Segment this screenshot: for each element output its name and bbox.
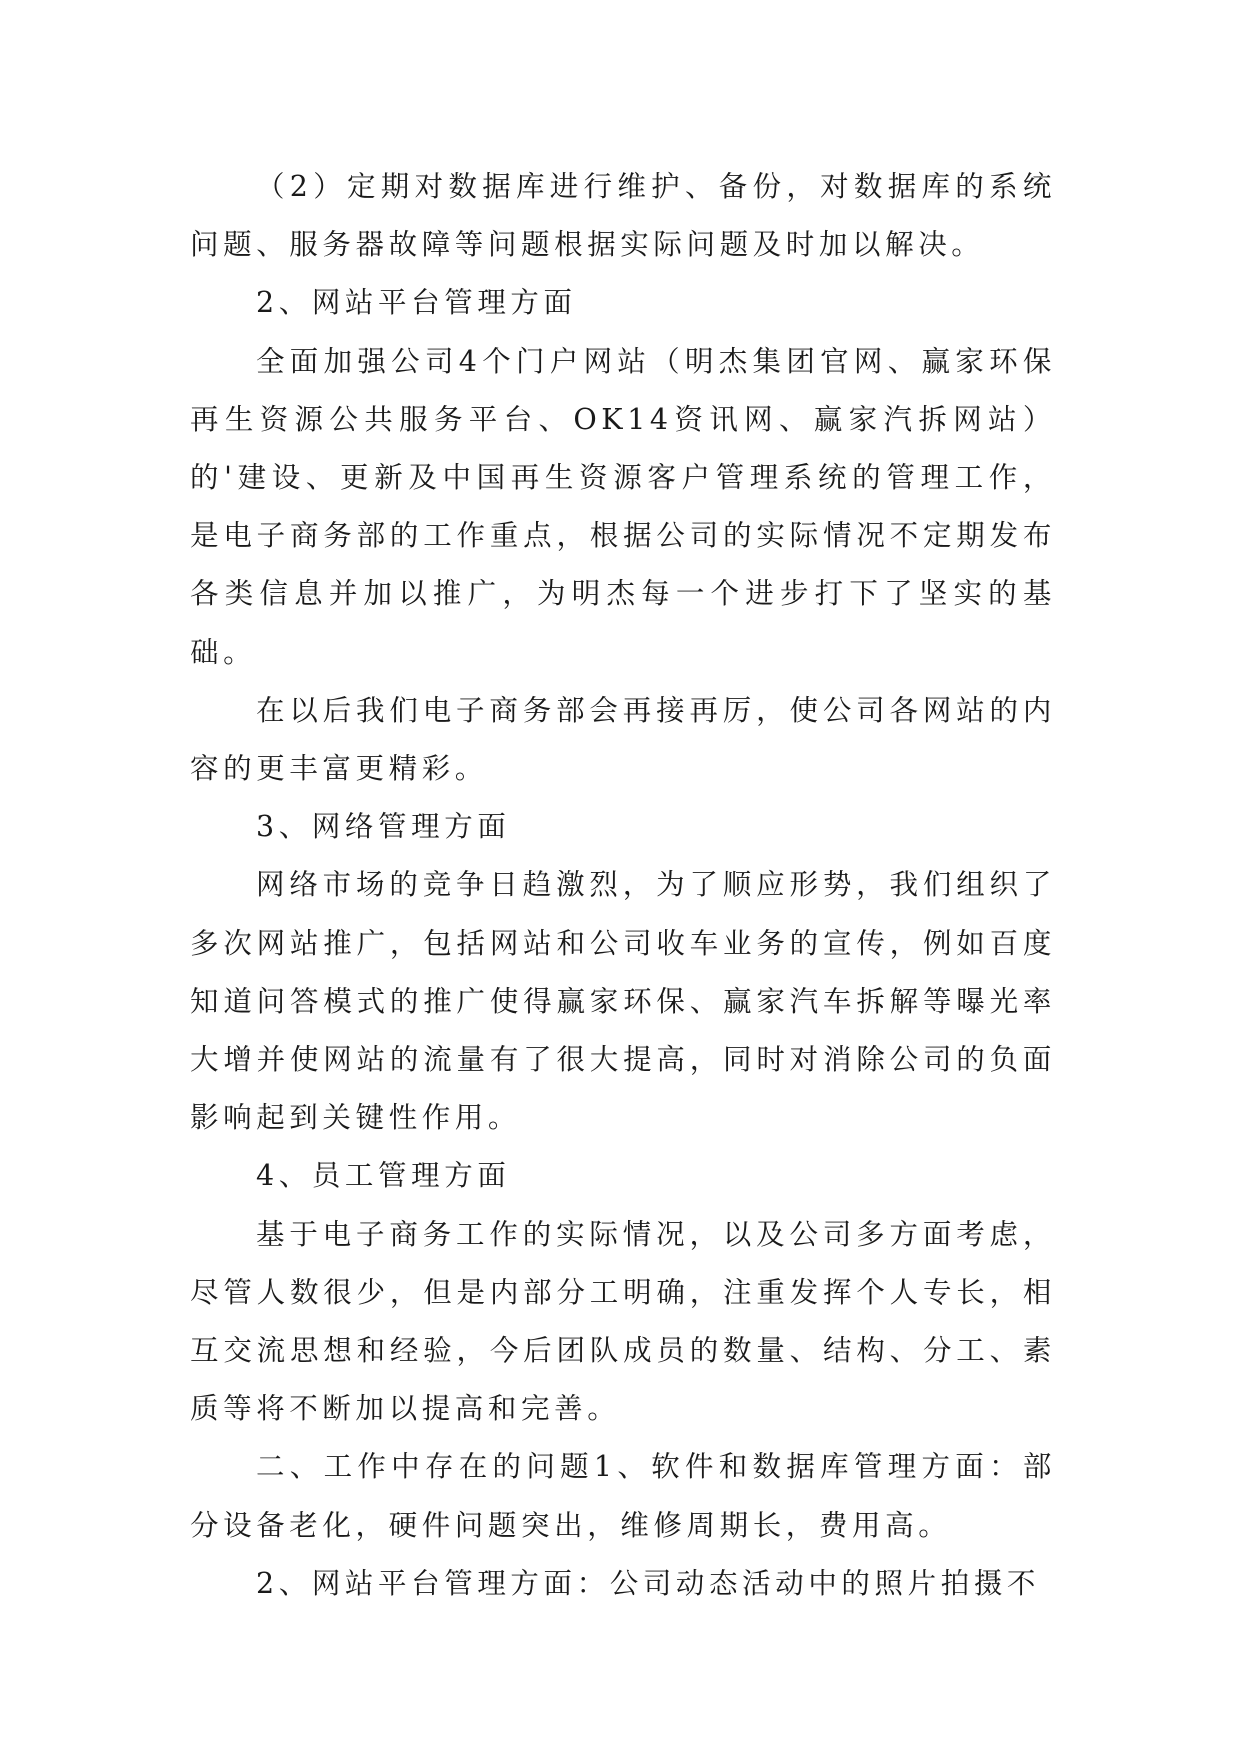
heading-network-management: 3、网络管理方面 xyxy=(256,810,511,844)
paragraph-website-platform-issue: 2、网站平台管理方面：公司动态活动中的照片拍摄不 xyxy=(256,1566,1041,1600)
paragraph-staff-division: 基于电子商务工作的实际情况，以及公司多方面考虑，尽管人数很少，但是内部分工明确，注重发挥个人专长，相互交流思想和经验，今后团队成员的数量、结构、分工、素质等将不断加以提高和完善。 xyxy=(190,1217,1056,1426)
paragraph-existing-problems: 二、工作中存在的问题1、软件和数据库管理方面：部分设备老化，硬件问题突出，维修周期长，费用高。 xyxy=(190,1450,1056,1542)
heading-website-platform-management: 2、网站平台管理方面 xyxy=(256,286,577,320)
paragraph-database-maintenance: （2）定期对数据库进行维护、备份，对数据库的系统问题、服务器故障等问题根据实际问题及时加以解决。 xyxy=(190,170,1056,262)
paragraph-network-promotion: 网络市场的竞争日趋激烈，为了顺应形势，我们组织了多次网站推广，包括网站和公司收车业务的宣传，例如百度知道问答模式的推广使得赢家环保、赢家汽车拆解等曝光率大增并使网站的流量有了很大提高，同时对消除公司的负面影响起到关键性作用。 xyxy=(190,868,1056,1135)
paragraph-future-improvement: 在以后我们电子商务部会再接再厉，使公司各网站的内容的更丰富更精彩。 xyxy=(190,693,1056,786)
document-body xyxy=(190,158,1056,1613)
heading-staff-management: 4、员工管理方面 xyxy=(256,1159,511,1193)
paragraph-portal-websites: 全面加强公司4个门户网站（明杰集团官网、赢家环保再生资源公共服务平台、OK14资讯网、赢家汽拆网站）的'建设、更新及中国再生资源客户管理系统的管理工作，是电子商务部的工作重点，根据公司的实际情况不定期发布各类信息并加以推广，为明杰每一个进步打下了坚实的基础。 xyxy=(190,344,1056,669)
